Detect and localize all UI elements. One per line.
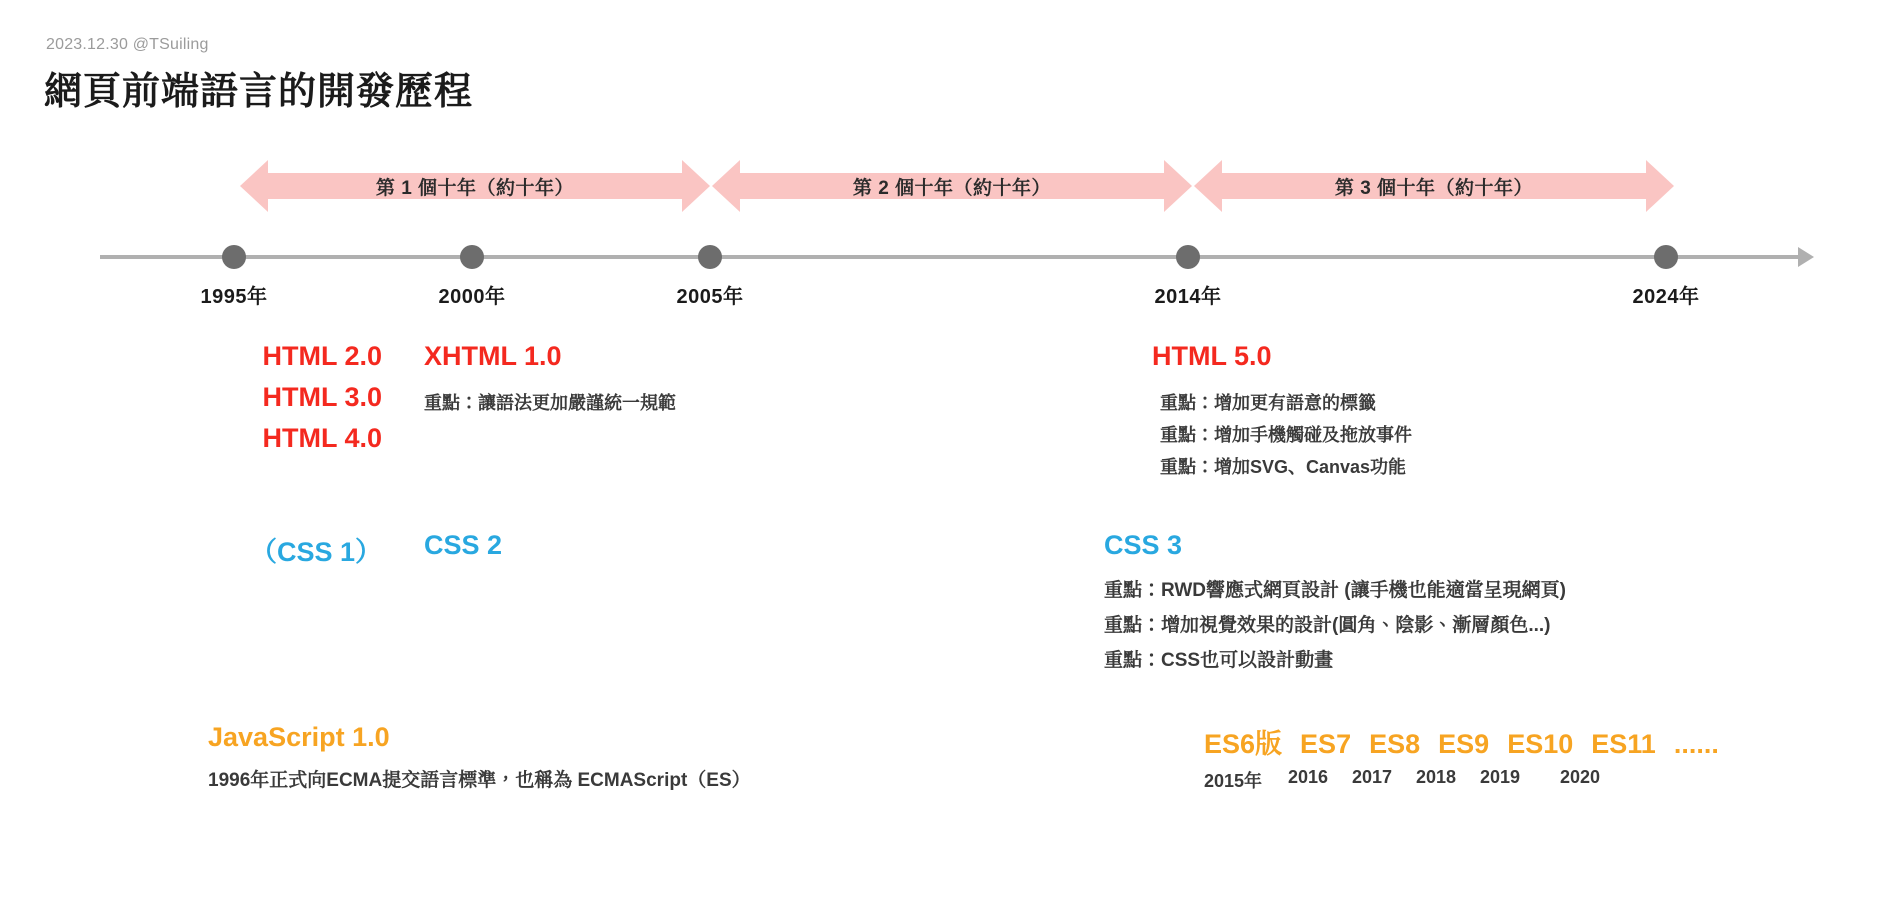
timeline-label-2005: 2005年	[676, 286, 744, 308]
es-versions-group	[1204, 722, 1719, 793]
css-2-label: CSS 2	[424, 530, 503, 560]
timeline-node-2005	[698, 245, 722, 269]
arrow-right-tip-icon	[1164, 160, 1192, 212]
decade-arrow-1	[240, 160, 710, 212]
es-year-row	[1204, 767, 1719, 793]
es9-label: ES9	[1438, 729, 1490, 759]
arrow-right-tip-icon	[682, 160, 710, 212]
javascript-10-label: JavaScript 1.0	[208, 722, 390, 752]
html-30-label: HTML 3.0	[262, 382, 382, 413]
xhtml-note: 重點：讓語法更加嚴謹統一規範	[424, 393, 676, 414]
decade-arrow-3	[1194, 160, 1674, 212]
javascript-1995-group	[208, 722, 751, 798]
es11-label: ES11	[1591, 729, 1656, 759]
html-40-label: HTML 4.0	[262, 423, 382, 454]
es11-year: 2020	[1560, 767, 1601, 787]
timeline-label-2000: 2000年	[438, 286, 506, 308]
decade-label: 第 2 個十年（約十年）	[852, 177, 1052, 199]
html-50-label: HTML 5.0	[1152, 341, 1272, 371]
decade-band-group	[0, 160, 1900, 216]
es10-year: 2019	[1480, 767, 1521, 787]
html5-note-2: 重點：增加手機觸碰及拖放事件	[1160, 425, 1412, 446]
html5-2014-group	[1152, 336, 1412, 483]
css3-note-2: 重點：增加視覺效果的設計(圓角、陰影、漸層顏色...)	[1104, 615, 1551, 637]
timeline-label-2024: 2024年	[1632, 286, 1700, 308]
css3-note-3: 重點：CSS也可以設計動畫	[1104, 650, 1334, 672]
es6-label: ES6版	[1204, 729, 1283, 759]
es-more-label: ......	[1673, 729, 1719, 759]
decade-label: 第 3 個十年（約十年）	[1334, 177, 1534, 199]
css-1-label: （CSS 1）	[249, 537, 382, 567]
es10-label: ES10	[1507, 729, 1574, 759]
html5-note-3: 重點：增加SVG、Canvas功能	[1160, 457, 1407, 478]
arrow-left-tip-icon	[1194, 160, 1222, 212]
xhtml-2000-group	[424, 336, 676, 419]
es7-year: 2016	[1288, 767, 1329, 787]
es8-label: ES8	[1369, 729, 1421, 759]
es8-year: 2017	[1352, 767, 1393, 787]
page-title: 網頁前端語言的開發歷程	[44, 71, 474, 113]
axis-arrow-icon	[1798, 247, 1814, 267]
timeline-node-1995	[222, 245, 246, 269]
arrow-left-tip-icon	[240, 160, 268, 212]
es9-year: 2018	[1416, 767, 1457, 787]
decade-arrow-2	[712, 160, 1192, 212]
arrow-right-tip-icon	[1646, 160, 1674, 212]
es7-label: ES7	[1300, 729, 1352, 759]
decade-label: 第 1 個十年（約十年）	[375, 177, 575, 199]
css2-2000-group	[424, 530, 502, 561]
xhtml-10-label: XHTML 1.0	[424, 341, 562, 371]
timeline-node-2000	[460, 245, 484, 269]
byline: 2023.12.30 @TSuiling	[46, 36, 209, 53]
timeline-node-2014	[1176, 245, 1200, 269]
css3-note-1: 重點：RWD響應式網頁設計 (讓手機也能適當呈現網頁)	[1104, 580, 1566, 601]
arrow-left-tip-icon	[712, 160, 740, 212]
css3-2014-group	[1104, 530, 1566, 678]
html-20-label: HTML 2.0	[262, 341, 382, 371]
css1-1995-group	[182, 530, 382, 569]
es6-year: 2015年	[1204, 771, 1263, 791]
timeline-label-2014: 2014年	[1154, 286, 1222, 308]
timeline-axis	[100, 255, 1800, 259]
es-name-row	[1204, 722, 1719, 761]
css-3-label: CSS 3	[1104, 530, 1183, 560]
timeline-node-2024	[1654, 245, 1678, 269]
html-1995-group	[172, 336, 382, 459]
javascript-note: 1996年正式向ECMA提交語言標準，也稱為 ECMAScript（ES）	[208, 770, 751, 791]
timeline-label-1995: 1995年	[200, 286, 268, 308]
html5-note-1: 重點：增加更有語意的標籤	[1160, 393, 1376, 414]
